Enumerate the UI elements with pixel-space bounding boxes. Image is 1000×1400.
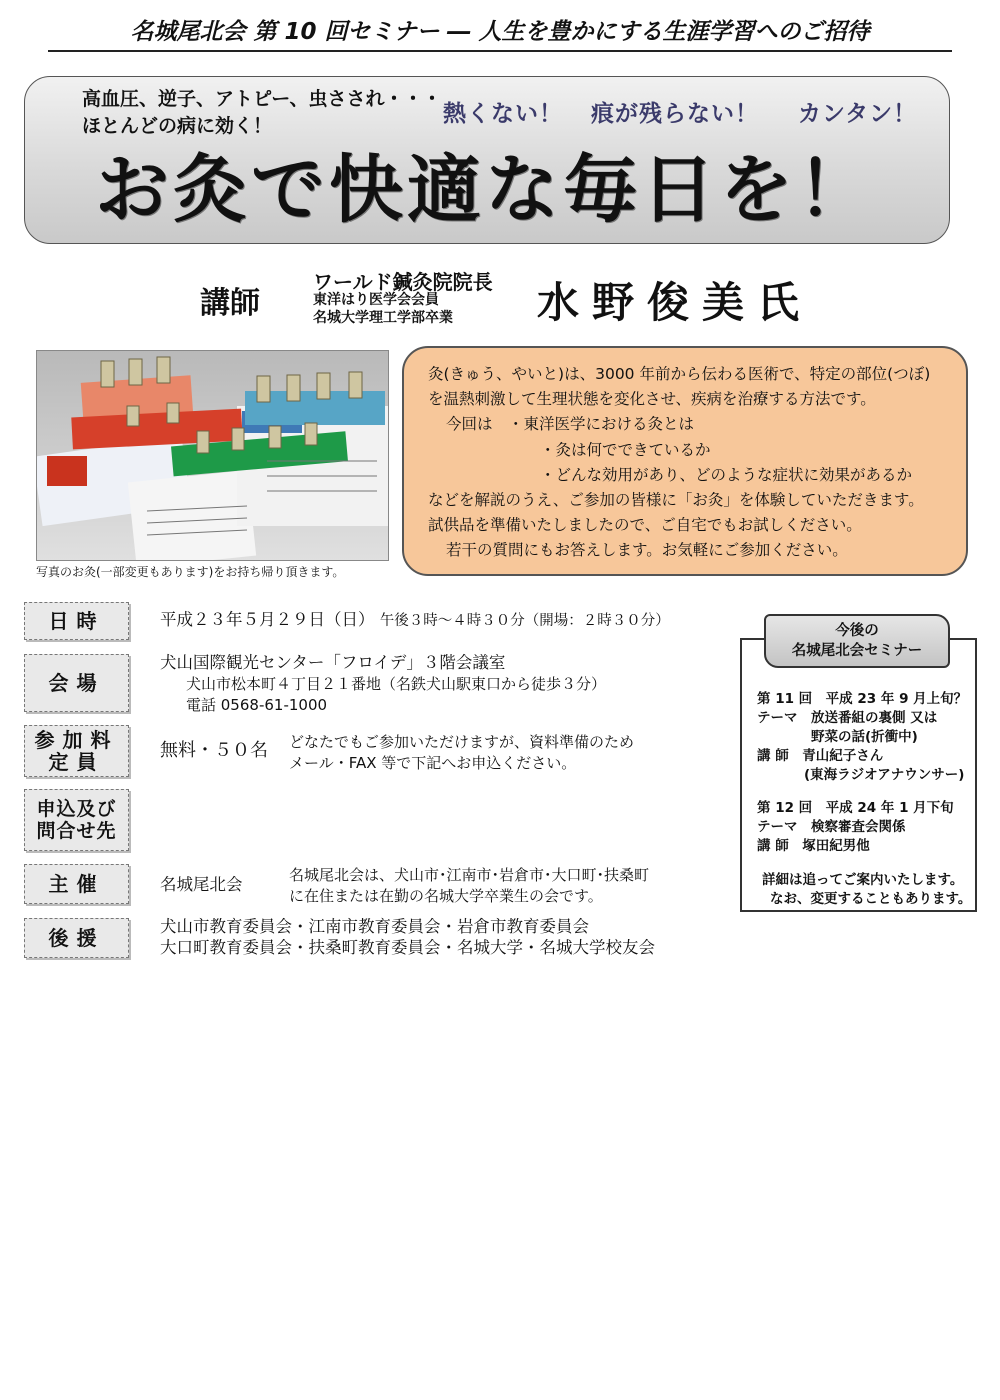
lecturer-credential: 東洋はり医学会会員: [313, 292, 439, 308]
side-footer-line: なお、変更することもあります。: [770, 891, 972, 907]
venue-label: 会場: [24, 654, 129, 712]
organizer-name: 名城尾北会: [160, 875, 243, 894]
side-footer-line: 詳細は追ってご案内いたします。: [762, 872, 964, 888]
moxa-photo-illustration: [37, 351, 389, 561]
datetime-time: 午後３時～４時３０分（開場：２時３０分）: [379, 613, 670, 629]
venue-name: 犬山国際観光センター「フロイデ」３階会議室: [160, 653, 506, 672]
seminar-11-line: 第 11 回 平成 23 年 9 月上旬？: [757, 691, 968, 707]
banner-subtitle-line: ほとんどの病に効く！: [82, 115, 273, 137]
main-title: お灸で快適な毎日を！: [95, 147, 875, 233]
seminar-11-line: テーマ 放送番組の裏側 又は: [757, 710, 938, 726]
seminar-12-line: テーマ 検察審査会関係: [757, 819, 906, 835]
venue-phone: 電話 0568-61-1000: [186, 696, 328, 714]
support-line: 大口町教育委員会・扶桑町教育委員会・名城大学・名城大学校友会: [160, 938, 655, 957]
banner-tag-not-hot: 熱くない！: [443, 101, 563, 127]
lecturer-credential: 名城大学理工学部卒業: [313, 310, 453, 326]
datetime-date: 平成２３年５月２９日（日）: [160, 610, 375, 629]
description-line: 灸(きゅう、やいと)は、3000 年前から伝わる医術で、特定の部位(つぼ): [428, 365, 931, 383]
description-line: ・灸は何でできているか: [540, 440, 711, 459]
banner-subtitle-line: 高血圧、逆子、アトピー、虫さされ・・・: [82, 88, 442, 110]
contact-label-line: 問合せ先: [36, 820, 117, 842]
description-line: を温熱刺激して生理状態を変化させ、疾病を治療する方法です。: [428, 390, 876, 409]
lecturer-label: 講師: [200, 286, 260, 321]
seminar-11-line: 野菜の話(折衝中): [811, 729, 918, 745]
banner-tag-no-marks: 痕が残らない！: [591, 101, 759, 127]
upcoming-seminars-heading: [764, 614, 950, 668]
fee-label-line: 参加料: [34, 728, 119, 752]
lecturer-credentials: [313, 291, 453, 327]
description-line: 試供品を準備いたしましたので、ご自宅でもお試しください。: [428, 516, 862, 535]
contact-label-line: 申込及び: [36, 798, 117, 820]
banner-subtitle: [82, 86, 441, 140]
description-line: 今回は ・東洋医学における灸とは: [446, 415, 695, 434]
description-line: などを解説のうえ、ご参加の皆様に「お灸」を体験していただきます。: [428, 491, 924, 510]
capacity-label-line: 定員: [48, 750, 105, 774]
support-label: 後援: [24, 918, 129, 958]
datetime-label: 日時: [24, 602, 129, 640]
fee-value: 無料・５０名: [160, 740, 268, 761]
fee-note-line: メール・FAX 等で下記へお申込ください。: [289, 754, 577, 772]
organizer-note-line: 名城尾北会は、犬山市･江南市･岩倉市･大口町･扶桑町: [289, 866, 650, 884]
page-header: 名城尾北会 第 10 回セミナー ― 人生を豊かにする生涯学習へのご招待: [48, 14, 952, 52]
support-line: 犬山市教育委員会・江南市教育委員会・岩倉市教育委員会: [160, 917, 589, 936]
heading-line: 今後の: [835, 623, 879, 639]
lecturer-title: ワールド鍼灸院院長: [313, 270, 493, 294]
photo-caption: 写真のお灸(一部変更もあります)をお持ち帰り頂きます。: [36, 565, 345, 579]
seminar-11-line: 講 師 青山紀子さん: [757, 748, 884, 764]
description-box: [402, 346, 968, 576]
fee-label: [24, 725, 129, 777]
heading-line: 名城尾北会セミナー: [791, 643, 923, 659]
seminar-12-line: 講 師 塚田紀男他: [757, 838, 870, 854]
fee-note-line: どなたでもご参加いただけますが、資料準備のため: [289, 733, 635, 751]
organizer-label: 主催: [24, 864, 129, 904]
seminar-11-line: (東海ラジオアナウンサー): [804, 767, 965, 783]
seminar-12-line: 第 12 回 平成 24 年 1 月下旬: [757, 800, 954, 816]
venue-address: 犬山市松本町４丁目２１番地（名鉄犬山駅東口から徒歩３分）: [186, 675, 607, 693]
organizer-note-line: に在住または在勤の名城大学卒業生の会です。: [289, 887, 603, 905]
description-line: 若干の質問にもお答えします。お気軽にご参加ください。: [446, 541, 848, 560]
banner-tag-easy: カンタン！: [798, 101, 918, 127]
contact-label: [24, 789, 129, 851]
moxa-product-photo: [36, 350, 389, 561]
datetime-value: [160, 609, 670, 632]
description-line: ・どんな効用があり、どのような症状に効果があるか: [540, 465, 913, 484]
lecturer-name: 水野俊美氏: [537, 278, 813, 327]
